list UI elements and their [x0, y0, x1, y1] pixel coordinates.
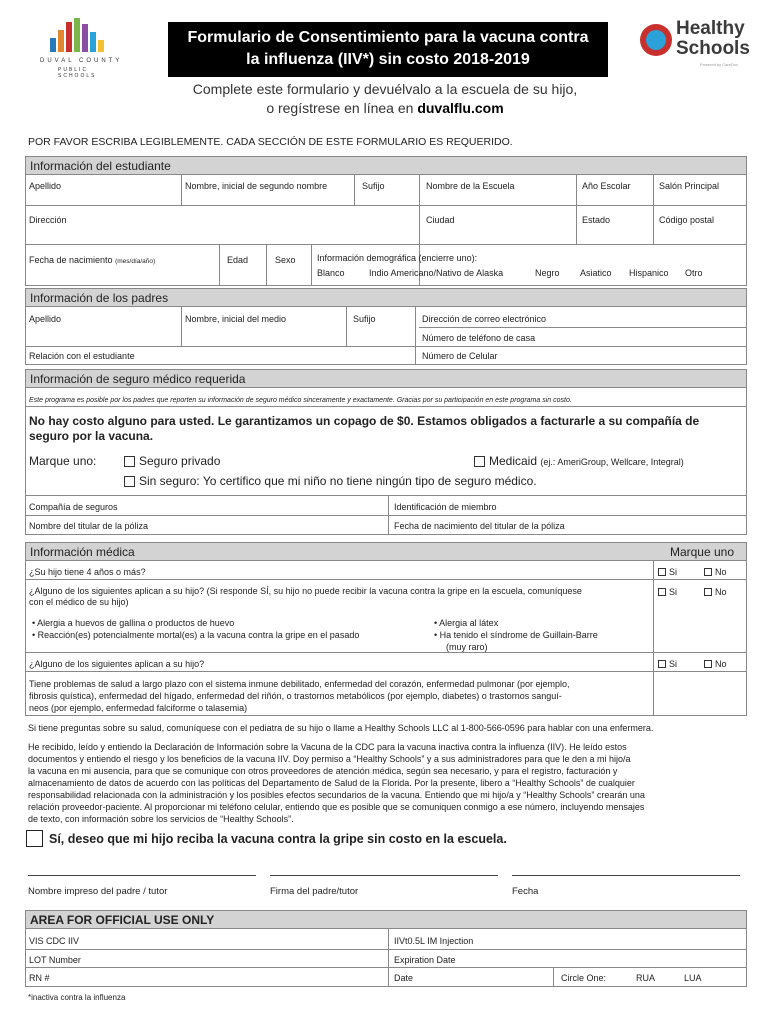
- student-sexo[interactable]: Sexo: [275, 255, 296, 265]
- insurance-section: [25, 369, 747, 535]
- q2-si[interactable]: [658, 587, 677, 597]
- official-rn[interactable]: RN #: [29, 973, 50, 983]
- q3-desc-line2: fibrosis quística), enfermedad del hígado, enfermedad del riñón, o trastornos metabólicos (por ejemplo, diabetes) o trastornos sanguí-: [29, 691, 562, 701]
- fecha-titular[interactable]: Fecha de nacimiento del titular de la póliza: [394, 521, 565, 531]
- duval-logo-icon: [28, 18, 128, 78]
- student-salon[interactable]: Salón Principal: [659, 181, 720, 191]
- official-date[interactable]: Date: [394, 973, 414, 983]
- student-escuela[interactable]: Nombre de la Escuela: [426, 181, 515, 191]
- checkbox-icon[interactable]: [124, 456, 135, 467]
- q3-si[interactable]: [658, 659, 677, 669]
- notice-text: POR FAVOR ESCRIBA LEGIBLEMENTE. CADA SECCIÓN DE ESTE FORMULARIO ES REQUERIDO.: [28, 136, 513, 148]
- official-iiv: IIVt0.5L IM Injection: [394, 936, 474, 946]
- demo-option-negro[interactable]: Negro: [535, 268, 560, 278]
- official-circle: Circle One:: [561, 973, 607, 983]
- student-direccion[interactable]: Dirección: [29, 215, 67, 225]
- sin-seguro-option[interactable]: [124, 474, 537, 488]
- parents-sufijo[interactable]: Sufijo: [353, 314, 376, 324]
- official-lot[interactable]: LOT Number: [29, 955, 81, 965]
- logo-right-powered: Powered by CareDox: [700, 62, 739, 67]
- student-ano[interactable]: Año Escolar: [582, 181, 631, 191]
- student-edad[interactable]: Edad: [227, 255, 249, 265]
- footnote: *inactiva contra la influenza: [28, 993, 126, 1002]
- student-fecha-label: Fecha de nacimiento: [29, 255, 113, 265]
- checkbox-icon[interactable]: [26, 830, 43, 847]
- q1-si[interactable]: [658, 567, 677, 577]
- parents-section-title: Información de los padres: [26, 289, 746, 307]
- q3-no-label: No: [715, 659, 727, 669]
- medical-title-text: Información médica: [30, 545, 135, 559]
- parents-telefono[interactable]: Número de teléfono de casa: [422, 333, 536, 343]
- student-demo-label: Información demográfica (encierre uno):: [317, 253, 478, 263]
- checkbox-icon[interactable]: [658, 568, 666, 576]
- consent-line: la vacuna en mi ausencia, para que se comunique con otros proveedores de atención médica, según sea necesario, y para el registro, facturación y: [28, 766, 618, 776]
- checkbox-icon[interactable]: [658, 588, 666, 596]
- consent-line: documentos y entiendo el riesgo y los beneficios de la vacuna IIV. Doy permiso a “Healthy Schools” y a sus administradores para que le den a mi hijo/a: [28, 754, 631, 764]
- question-conditions: ¿Alguno de los siguientes aplican a su hijo?: [29, 659, 205, 669]
- id-miembro[interactable]: Identificación de miembro: [394, 502, 497, 512]
- demo-option-indio[interactable]: Indio Americano/Nativo de Alaska: [369, 268, 504, 278]
- contact-text: Si tiene preguntas sobre su salud, comuníquese con el pediatra de su hijo o llame a Healthy Schools LLC al 1-800-566-0596 para hablar con una enfermera.: [28, 723, 654, 733]
- student-ciudad[interactable]: Ciudad: [426, 215, 455, 225]
- demo-option-otro[interactable]: Otro: [685, 268, 703, 278]
- q3-desc-line3: neos (por ejemplo, enfermedad falciforme o talasemia): [29, 703, 248, 713]
- logo-right-line2: Schools: [676, 38, 750, 59]
- q1-no-label: No: [715, 567, 727, 577]
- student-estado[interactable]: Estado: [582, 215, 611, 225]
- medicaid-option[interactable]: [474, 454, 684, 468]
- yes-consent-label: Sí, deseo que mi hijo reciba la vacuna contra la gripe sin costo en la escuela.: [49, 832, 507, 846]
- seguro-privado-option[interactable]: [124, 454, 220, 468]
- q2-no-label: No: [715, 587, 727, 597]
- insurance-note: Este programa es posible por los padres que reporten su información de seguro médico sinceramente y exactamente. Gracias por su participación en este programa sin costo.: [29, 397, 572, 404]
- consent-line: responsabilidad relacionada con la administración y los posibles efectos secundarios de la vacuna. Entiendo que mi hijo/a y “Healthy Schools” crearán una: [28, 790, 645, 800]
- q1-no[interactable]: [704, 567, 727, 577]
- demo-option-hispanico[interactable]: Hispanico: [629, 268, 669, 278]
- student-section-title: Información del estudiante: [26, 157, 746, 175]
- checkbox-icon[interactable]: [658, 660, 666, 668]
- no-cost-text: [29, 414, 699, 444]
- consent-line: almacenamiento de datos de acuerdo con las políticas del Departamento de Salud de la Florida. Por la presente, libero a “Healthy Schools” de cualquier: [28, 778, 635, 788]
- consent-line: He recibido, leído y entiendo la Declaración de Información sobre la Vacuna de la CDC para la vacuna inactiva contra la influenza (IIV). He leído estos: [28, 742, 627, 752]
- title-line1: Formulario de Consentimiento para la vacuna contra: [187, 29, 589, 46]
- seguro-privado-label: Seguro privado: [139, 454, 221, 468]
- sin-seguro-label: Sin seguro: Yo certifico que mi niño no tiene ningún tipo de seguro médico.: [139, 474, 537, 488]
- checkbox-icon[interactable]: [704, 660, 712, 668]
- q2-si-label: Si: [669, 587, 678, 597]
- medical-section-title: [26, 543, 746, 561]
- sig-nombre-label: Nombre impreso del padre / tutor: [28, 886, 168, 897]
- insurance-section-title: Información de seguro médico requerida: [26, 370, 746, 388]
- demo-option-asiatico[interactable]: Asiatico: [580, 268, 612, 278]
- checkbox-icon[interactable]: [704, 588, 712, 596]
- q3-no[interactable]: [704, 659, 727, 669]
- medicaid-label: Medicaid: [489, 454, 538, 468]
- bullet-latex: Alergia al látex: [439, 618, 499, 628]
- sig-firma-label: Firma del padre/tutor: [270, 886, 359, 897]
- subtitle-line1: Complete este formulario y devuélvalo a la escuela de su hijo,: [192, 81, 578, 97]
- student-codigo[interactable]: Código postal: [659, 215, 715, 225]
- q2-line1: ¿Alguno de los siguientes aplican a su hijo? (Si responde SÍ, su hijo no puede recibir la vacuna contra la gripe en la escuela, comuníquese: [29, 586, 582, 596]
- no-cost-line2: seguro por la vacuna.: [29, 429, 154, 443]
- checkbox-icon[interactable]: [474, 456, 485, 467]
- question-allergies: [26, 583, 585, 611]
- q2-no[interactable]: [704, 587, 727, 597]
- parents-email[interactable]: Dirección de correo electrónico: [422, 314, 547, 324]
- student-fecha-fmt: (mes/día/año): [115, 258, 156, 265]
- q3-si-label: Si: [669, 659, 678, 669]
- signature-line[interactable]: [270, 875, 498, 876]
- checkbox-icon[interactable]: [124, 476, 135, 487]
- official-vis: VIS CDC IIV: [29, 936, 80, 946]
- logo-right-line1: Healthy: [676, 18, 745, 39]
- logo-left-line2: PUBLIC SCHOOLS: [58, 67, 97, 79]
- official-section: [25, 910, 747, 987]
- parents-relacion[interactable]: Relación con el estudiante: [29, 351, 135, 361]
- student-sufijo[interactable]: Sufijo: [362, 181, 385, 191]
- official-exp[interactable]: Expiration Date: [394, 955, 456, 965]
- titular-poliza[interactable]: Nombre del titular de la póliza: [29, 521, 149, 531]
- student-section: [25, 156, 747, 286]
- healthy-schools-globe-icon: [640, 24, 672, 56]
- parents-section: [25, 288, 747, 365]
- official-section-title: AREA FOR OFFICIAL USE ONLY: [26, 911, 746, 929]
- bullets-right: • Alergia al látex • Ha tenido el síndrome de Guillain-Barre (muy raro): [434, 618, 598, 652]
- medical-section: [25, 542, 747, 716]
- signature-line[interactable]: [28, 875, 256, 876]
- duvalflu-link[interactable]: duvalflu.com: [417, 100, 504, 116]
- medicaid-note: (ej.: AmeriGroup, Wellcare, Integral): [540, 457, 684, 467]
- logo-left-line1: DUVAL COUNTY: [40, 58, 123, 64]
- student-fecha[interactable]: [26, 252, 158, 270]
- yes-consent-option[interactable]: [26, 830, 507, 847]
- q2-line2: con el médico de su hijo): [29, 597, 129, 607]
- page-title: [168, 22, 608, 77]
- signature-line[interactable]: [512, 875, 740, 876]
- official-rua[interactable]: RUA: [636, 973, 656, 983]
- title-line2: la influenza (IIV*) sin costo 2018-2019: [246, 51, 530, 68]
- consent-line: relación proveedor-paciente. Al proporcionar mi teléfono celular, entiendo que es posible que se comuniquen conmigo a ese número, incluyendo mensajes: [28, 802, 645, 812]
- parents-nombre[interactable]: Nombre, inicial del medio: [185, 314, 287, 324]
- consent-paragraph: [28, 741, 645, 825]
- bullet-reaction: Reacción(es) potencialmente mortal(es) a la vacuna contra la gripe en el pasado: [37, 630, 360, 640]
- bullets-left: • Alergia a huevos de gallina o productos de huevo • Reacción(es) potencialmente mortal(es) a la vacuna contra la gripe en el pasado: [32, 618, 360, 640]
- q3-desc-line1: Tiene problemas de salud a largo plazo con el sistema inmune debilitado, enfermedad del corazón, enfermedad pulmonar (por ejemplo,: [29, 679, 570, 689]
- marque-uno-label: Marque uno:: [29, 454, 97, 468]
- official-lua[interactable]: LUA: [684, 973, 702, 983]
- bullet-rare: (muy raro): [446, 642, 488, 652]
- subtitle: [0, 80, 770, 118]
- demo-option-blanco[interactable]: Blanco: [317, 268, 345, 278]
- student-nombre[interactable]: Nombre, inicial de segundo nombre: [185, 181, 328, 191]
- bullet-egg: Alergia a huevos de gallina o productos de huevo: [37, 618, 235, 628]
- student-apellido[interactable]: Apellido: [29, 181, 62, 191]
- subtitle-line2: o regístrese en línea en: [266, 100, 418, 116]
- q1-si-label: Si: [669, 567, 678, 577]
- question-age: ¿Su hijo tiene 4 años o más?: [29, 567, 146, 577]
- medical-marque-uno: Marque uno: [669, 545, 734, 559]
- healthy-schools-logo: [640, 18, 750, 73]
- checkbox-icon[interactable]: [704, 568, 712, 576]
- bullet-guillain: Ha tenido el síndrome de Guillain-Barre: [439, 630, 598, 640]
- parents-celular[interactable]: Número de Celular: [422, 351, 498, 361]
- conditions-desc: [26, 675, 572, 717]
- sig-fecha-label: Fecha: [512, 886, 539, 897]
- parents-apellido[interactable]: Apellido: [29, 314, 62, 324]
- consent-line: de texto, con información sobre los servicios de “Healthy Schools”.: [28, 814, 294, 824]
- no-cost-line1: No hay costo alguno para usted. Le garantizamos un copago de $0. Estamos obligados a facturarle a su compañía de: [29, 414, 700, 428]
- compania-seguros[interactable]: Compañía de seguros: [29, 502, 118, 512]
